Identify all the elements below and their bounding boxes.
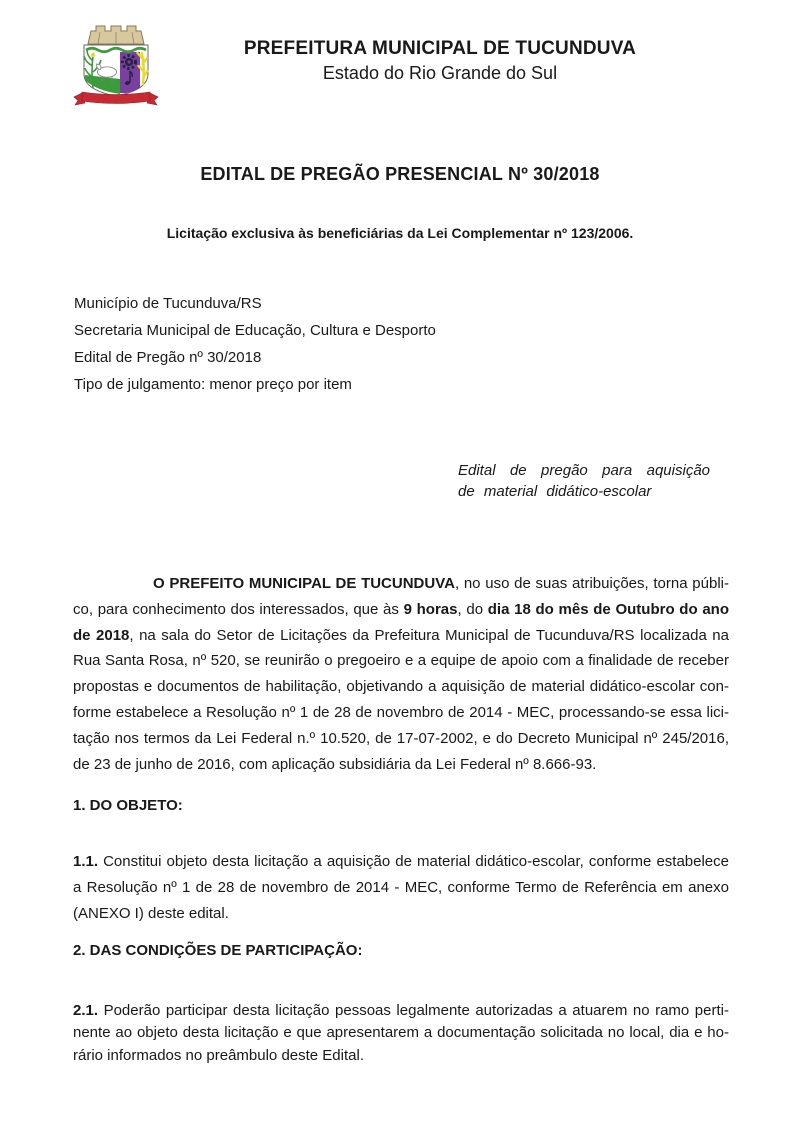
text-segment: , no uso de suas atribuições, torna público, para conhecimento dos interessados, que às [73,575,729,618]
bold-text-segment: 1.1. [73,853,99,870]
letterhead [160,38,720,84]
info-line: Edital de Pregão nº 30/2018 [74,349,262,366]
section-1-heading: 1. DO OBJETO: [73,797,183,814]
bold-text-segment: dia 18 do mês de Outubro do ano de 2018 [73,600,729,644]
info-line: Secretaria Municipal de Educação, Cultura e Desporto [74,322,436,339]
municipal-coat-of-arms [70,22,162,110]
text-segment: , na sala do Setor de Licitações da Prefeitura Municipal de Tucunduva/RS localizada na Rua Santa Rosa, nº 520, se reunirão o pregoeiro e a equipe de apoio com a finalidade de receber propostas e documentos de habilitação, objetivando a aquisição de material didático-escolar conforme estabelece a Resolução nº 1 de 28 de novembro de 2014 - MEC, processando-se essa licitação nos termos da Lei Federal n.º 10.520, de 17-07-2002, e do Decreto Municipal nº 245/2016, de 23 de junho de 2016, com aplicação subsidiária da Lei Federal nº 8.666-93. [73,626,729,773]
section-2-heading: 2. DAS CONDIÇÕES DE PARTICIPAÇÃO: [73,942,363,959]
info-block [74,290,436,398]
section-1-paragraph [73,849,729,926]
text-segment: Poderão participar desta licitação pessoas legalmente autorizadas a atuarem no ramo pertinente ao objeto desta licitação e que apresentarem a documentação solicitada no local, dia e horário informados no preâmbulo deste Edital. [73,1002,729,1064]
bold-text-segment: 9 horas [403,600,458,618]
info-line: Município de Tucunduva/RS [74,295,262,312]
epigraph: Edital de pregão para aquisição de material didático-escolar [458,462,710,500]
org-state: Estado do Rio Grande do Sul [322,63,558,83]
info-line: Tipo de julgamento: menor preço por item [74,376,352,393]
bold-text-segment: 2.1. [73,1002,99,1019]
text-segment: Constitui objeto desta licitação a aquisição de material didático-escolar, conforme estabelece a Resolução nº 1 de 28 de novembro de 2014 - MEC, conforme Termo de Referência em anexo (ANEXO I) deste edital. [73,853,729,922]
section-2-paragraph [73,1000,729,1067]
document-title: EDITAL DE PREGÃO PRESENCIAL Nº 30/2018 [200,164,600,184]
preamble-paragraph [73,571,729,777]
bold-text-segment: O PREFEITO MUNICIPAL DE TUCUNDUVA [153,575,455,592]
text-segment: , do [457,600,488,618]
exclusivity-note: Licitação exclusiva às beneficiárias da Lei Complementar nº 123/2006. [166,225,634,241]
org-name: PREFEITURA MUNICIPAL DE TUCUNDUVA [243,38,637,59]
